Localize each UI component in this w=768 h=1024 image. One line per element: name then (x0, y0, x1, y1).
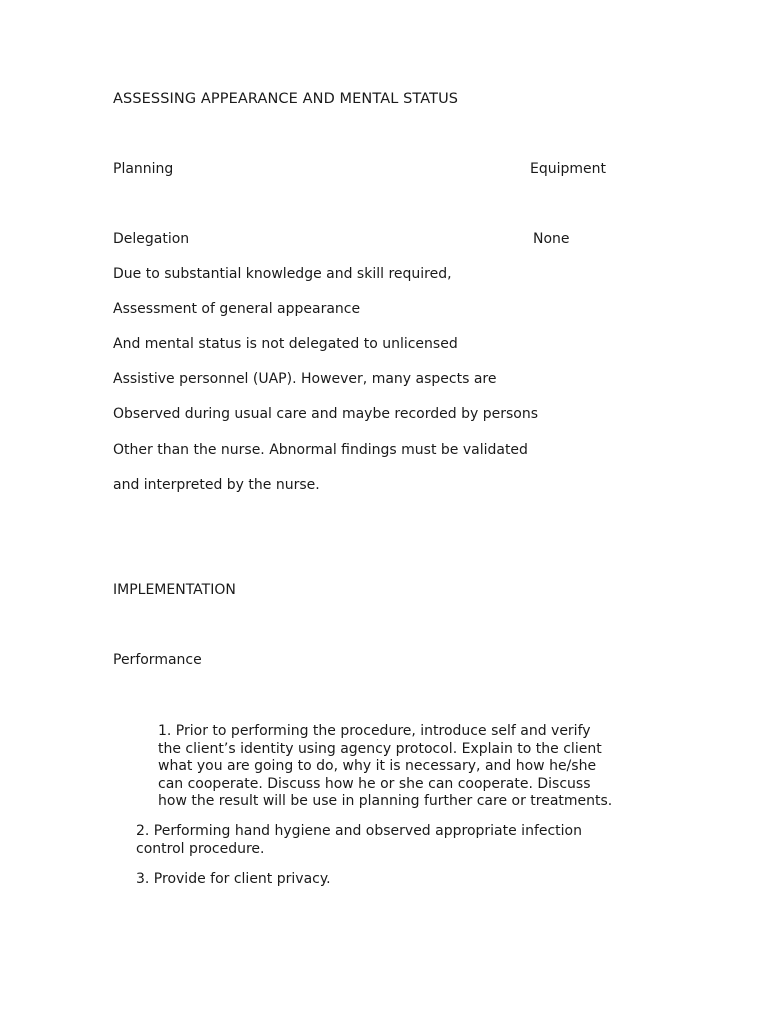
step-line: what you are going to do, why it is necessary, and how he/she (158, 758, 597, 774)
step-line: 3. Provide for client privacy. (136, 871, 331, 887)
step-1 (158, 723, 612, 811)
delegation-line: Assistive personnel (UAP). However, many aspects are (113, 371, 497, 387)
document-title: ASSESSING APPEARANCE AND MENTAL STATUS (113, 91, 459, 107)
step-2 (136, 823, 582, 858)
step-line: 2. Performing hand hygiene and observed appropriate infection (136, 823, 582, 839)
step-3 (136, 871, 331, 889)
delegation-line: Due to substantial knowledge and skill required, (113, 266, 452, 282)
equipment-heading: Equipment (530, 161, 606, 177)
planning-heading: Planning (113, 161, 174, 177)
implementation-heading: IMPLEMENTATION (113, 582, 236, 598)
step-line: 1. Prior to performing the procedure, introduce self and verify (158, 723, 591, 739)
step-line: the client’s identity using agency protocol. Explain to the client (158, 740, 602, 757)
delegation-line: Observed during usual care and maybe recorded by persons (113, 406, 538, 422)
step-line: how the result will be use in planning further care or treatments. (158, 793, 613, 809)
performance-heading: Performance (113, 652, 202, 668)
delegation-line: And mental status is not delegated to unlicensed (113, 336, 458, 352)
equipment-none: None (533, 231, 570, 247)
step-line: control procedure. (136, 840, 265, 857)
delegation-line: Assessment of general appearance (113, 301, 361, 317)
delegation-heading: Delegation (113, 231, 190, 247)
delegation-line: Other than the nurse. Abnormal findings must be validated (113, 442, 528, 458)
delegation-line: and interpreted by the nurse. (113, 477, 320, 493)
step-line: can cooperate. Discuss how he or she can cooperate. Discuss (158, 775, 591, 792)
